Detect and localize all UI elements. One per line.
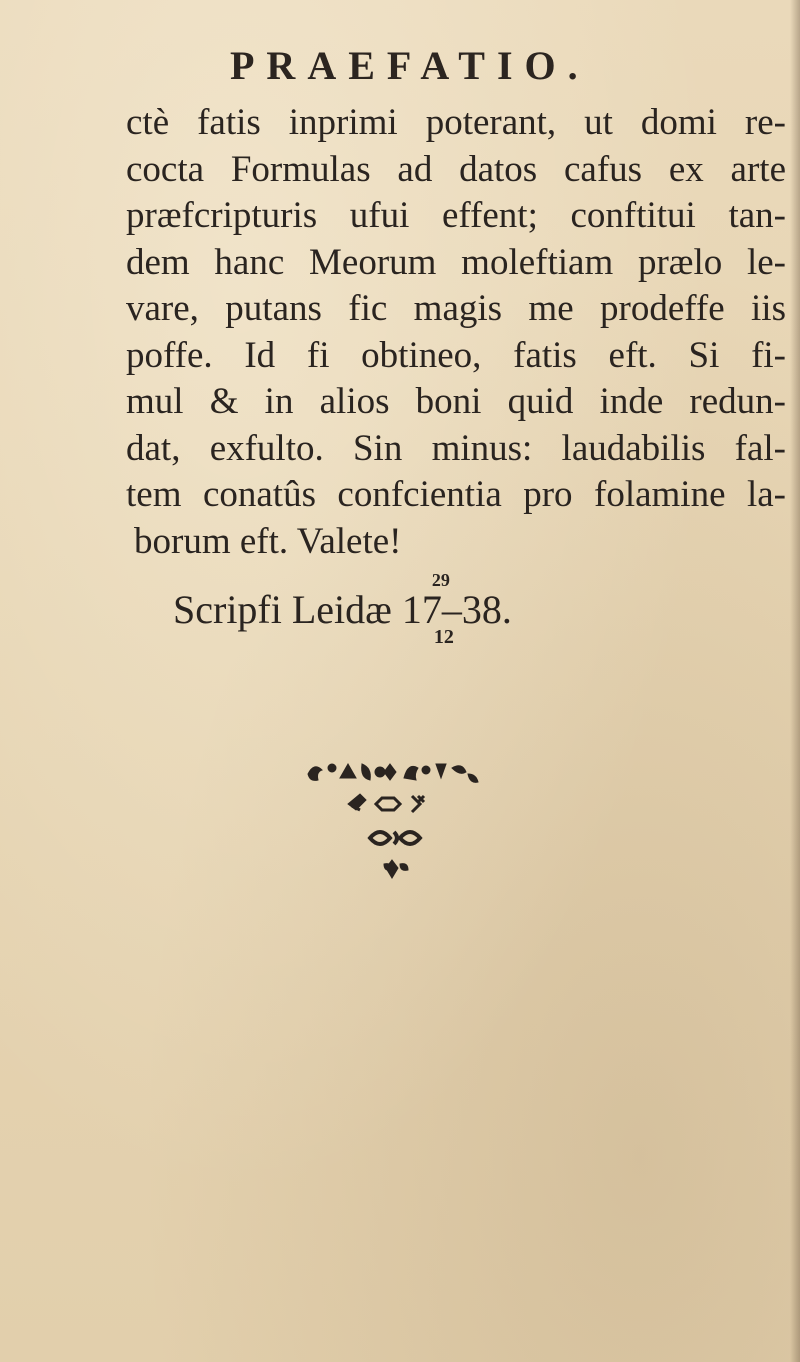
text-line: tem conatûs confcientia pro folamine la- (126, 474, 786, 515)
text-line: præfcripturis ufui effent; conftitui tan- (126, 195, 786, 236)
text-line: cocta Formulas ad datos cafus ex arte (126, 148, 786, 190)
text-line: dem hanc Meorum moleftiam prælo le- (126, 241, 786, 283)
text-line: borum eft. Valete! (134, 520, 402, 562)
text-line: ctè fatis inprimi poterant, ut domi re- (126, 102, 786, 143)
signature-year-rest: –38. (441, 587, 512, 632)
text-line: dat, exfulto. Sin minus: laudabilis fal- (126, 427, 786, 469)
page-header: PRAEFATIO. (230, 43, 590, 88)
signature-line (173, 570, 512, 648)
text-line: vare, putans fic magis me prodeffe iis (126, 288, 786, 329)
text-line: poffe. Id fi obtineo, fatis eft. Si fi- (126, 334, 786, 376)
text-line: mul & in alios boni quid inde redun- (126, 381, 786, 422)
preface-body (126, 100, 786, 565)
signature-year: 17 (401, 587, 442, 632)
signature-subscript: 12 (433, 626, 454, 648)
page-edge-shadow (790, 0, 800, 1362)
signature-superscript: 29 (431, 570, 450, 590)
tailpiece-ornament-icon (300, 752, 490, 902)
signature-date (401, 570, 512, 648)
signature-text: Scripfi Leidæ (173, 587, 392, 632)
